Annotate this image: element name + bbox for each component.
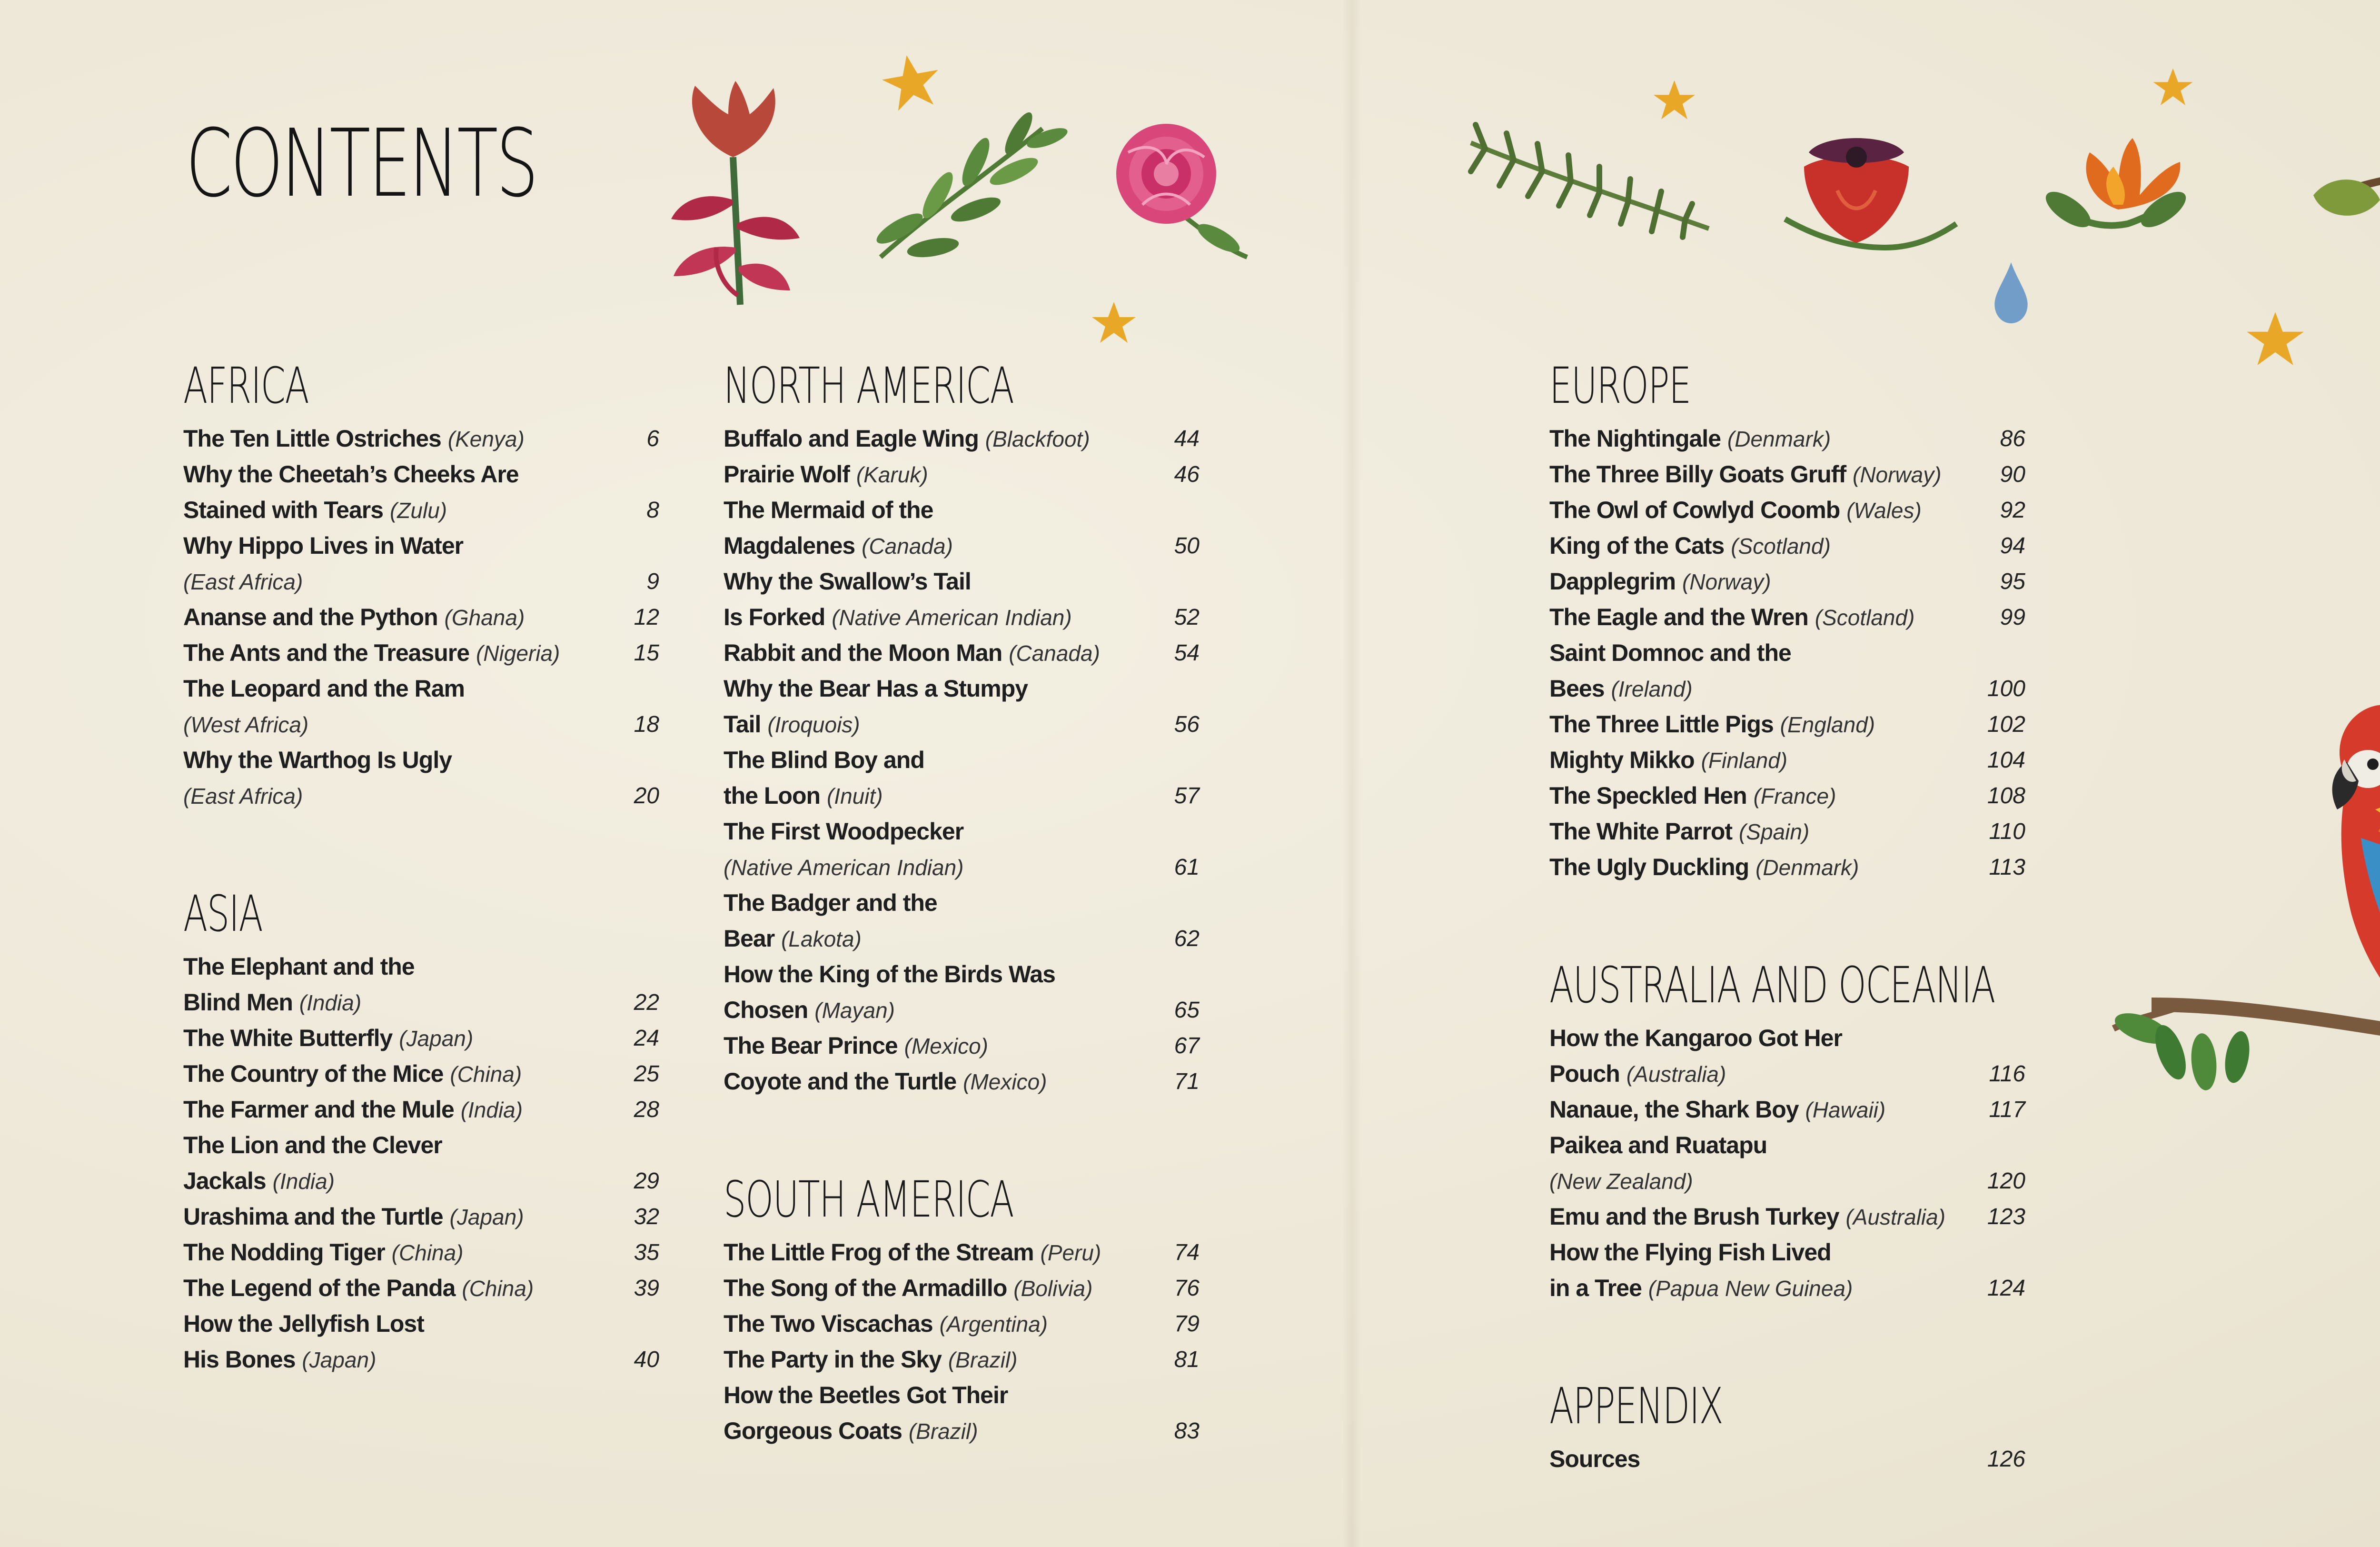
entry-page: 99 bbox=[2000, 605, 2025, 630]
entry-page: 15 bbox=[634, 640, 659, 666]
entry-page: 24 bbox=[634, 1026, 659, 1051]
toc-entry[interactable] bbox=[1549, 742, 2025, 778]
entry-page: 94 bbox=[2000, 533, 2025, 559]
entry-origin: (Native American Indian) bbox=[832, 605, 1072, 630]
entry-origin: (Spain) bbox=[1738, 819, 1810, 844]
orange-blossom-icon bbox=[2040, 138, 2192, 234]
toc-entry[interactable] bbox=[183, 1020, 659, 1056]
toc-entry[interactable] bbox=[1549, 457, 2025, 492]
toc-entry[interactable] bbox=[183, 1306, 659, 1377]
entry-title: The Badger and the bbox=[724, 889, 937, 916]
toc-entry[interactable] bbox=[1549, 1441, 2025, 1477]
entry-page: 113 bbox=[1989, 855, 2025, 880]
entry-origin: (Hawaii) bbox=[1805, 1098, 1886, 1122]
entry-page: 120 bbox=[1987, 1168, 2025, 1194]
toc-entry[interactable] bbox=[183, 635, 659, 671]
toc-entry[interactable] bbox=[724, 1342, 1200, 1377]
entry-origin: (Kenya) bbox=[447, 427, 525, 451]
entry-page: 28 bbox=[634, 1097, 659, 1122]
entry-origin: (Japan) bbox=[449, 1205, 524, 1229]
toc-entry[interactable] bbox=[724, 1306, 1200, 1342]
toc-entry[interactable] bbox=[1549, 1128, 2025, 1199]
entry-title: Saint Domnoc and the bbox=[1549, 639, 1791, 666]
entry-title: The Legend of the Panda bbox=[183, 1275, 456, 1301]
toc-entry[interactable] bbox=[724, 814, 1200, 885]
entry-page: 54 bbox=[1174, 640, 1200, 666]
entry-origin: (India) bbox=[460, 1098, 523, 1122]
entry-origin: (Mayan) bbox=[814, 998, 895, 1023]
entry-page: 61 bbox=[1174, 855, 1200, 880]
entry-origin: (East Africa) bbox=[183, 569, 303, 594]
section-europe bbox=[1549, 357, 2025, 885]
entry-title: The Elephant and the bbox=[183, 953, 415, 980]
leafy-branch-icon bbox=[873, 109, 1070, 261]
entry-title: King of the Cats bbox=[1549, 532, 1725, 559]
section-africa bbox=[183, 357, 659, 814]
entry-origin: (Brazil) bbox=[908, 1419, 978, 1444]
entry-origin: (England) bbox=[1780, 712, 1875, 737]
entry-origin: (Lakota) bbox=[781, 927, 862, 951]
entry-title: The Ants and the Treasure bbox=[183, 639, 470, 666]
entry-title: Ananse and the Python bbox=[183, 604, 438, 630]
entry-page: 83 bbox=[1174, 1418, 1200, 1444]
entry-title: Why the Swallow’s Tail bbox=[724, 568, 971, 595]
entry-page: 79 bbox=[1174, 1311, 1200, 1337]
entry-title: The Eagle and the Wren bbox=[1549, 604, 1808, 630]
entry-origin: (Blackfoot) bbox=[985, 427, 1090, 451]
toc-entry[interactable] bbox=[183, 742, 659, 814]
entry-page: 46 bbox=[1174, 462, 1200, 487]
toc-entry[interactable] bbox=[1549, 599, 2025, 635]
entry-title: The Leopard and the Ram bbox=[183, 675, 465, 702]
entry-title: Stained with Tears bbox=[183, 497, 384, 523]
entry-origin: (Japan) bbox=[302, 1347, 377, 1372]
entry-page: 76 bbox=[1174, 1276, 1200, 1301]
entry-title: Why Hippo Lives in Water bbox=[183, 532, 464, 559]
entry-origin: (Finland) bbox=[1701, 748, 1788, 773]
entry-origin: (China) bbox=[450, 1062, 522, 1087]
toc-entry[interactable] bbox=[1549, 635, 2025, 707]
entry-page: 81 bbox=[1174, 1347, 1200, 1372]
entry-title: The First Woodpecker bbox=[724, 818, 964, 845]
entry-title: How the Jellyfish Lost bbox=[183, 1310, 424, 1337]
entry-title: How the Beetles Got Their bbox=[724, 1382, 1008, 1408]
entry-title: the Loon bbox=[724, 782, 821, 809]
entry-origin: (New Zealand) bbox=[1549, 1169, 1693, 1194]
entry-page: 92 bbox=[2000, 498, 2025, 523]
toc-entry[interactable] bbox=[724, 457, 1200, 492]
entry-title: The Three Billy Goats Gruff bbox=[1549, 461, 1846, 488]
entry-title: How the King of the Birds Was bbox=[724, 961, 1055, 988]
entry-title: How the Flying Fish Lived bbox=[1549, 1239, 1831, 1266]
entry-title: Sources bbox=[1549, 1446, 1640, 1472]
entry-origin: (Iroquois) bbox=[767, 712, 860, 737]
entry-origin: (Norway) bbox=[1682, 569, 1771, 594]
entry-origin: (Ghana) bbox=[444, 605, 525, 630]
entry-page: 6 bbox=[646, 426, 659, 451]
entry-page: 50 bbox=[1174, 533, 1200, 559]
toc-entry[interactable] bbox=[183, 421, 659, 457]
entry-origin: (Native American Indian) bbox=[724, 855, 964, 880]
entry-page: 29 bbox=[634, 1168, 659, 1194]
entry-title: Dapplegrim bbox=[1549, 568, 1676, 595]
entry-page: 62 bbox=[1174, 926, 1200, 951]
entry-page: 74 bbox=[1174, 1240, 1200, 1265]
star-icon bbox=[2153, 69, 2193, 105]
entry-origin: (Japan) bbox=[399, 1026, 474, 1051]
entry-title: The Ten Little Ostriches bbox=[183, 425, 441, 452]
toc-entry[interactable] bbox=[724, 885, 1200, 957]
toc-entry[interactable] bbox=[183, 1056, 659, 1092]
star-icon bbox=[879, 50, 944, 113]
section-north-america bbox=[724, 357, 1200, 1099]
entry-title: The Song of the Armadillo bbox=[724, 1275, 1007, 1301]
toc-entry[interactable] bbox=[724, 1064, 1200, 1099]
entry-title: Tail bbox=[724, 711, 761, 738]
toc-entry[interactable] bbox=[1549, 849, 2025, 885]
entry-title: Prairie Wolf bbox=[724, 461, 850, 488]
entry-page: 32 bbox=[634, 1204, 659, 1229]
toc-entry[interactable] bbox=[724, 492, 1200, 564]
entry-page: 67 bbox=[1174, 1033, 1200, 1058]
entry-page: 20 bbox=[634, 783, 659, 808]
entry-origin: (Inuit) bbox=[826, 784, 883, 808]
entry-title: The Lion and the Clever bbox=[183, 1132, 442, 1158]
entry-origin: (Canada) bbox=[1009, 641, 1100, 666]
section-heading: APPENDIX bbox=[1549, 1377, 1723, 1435]
entry-page: 126 bbox=[1987, 1447, 2025, 1472]
toc-entry[interactable] bbox=[1549, 1235, 2025, 1306]
entry-page: 12 bbox=[634, 605, 659, 630]
entry-page: 104 bbox=[1987, 748, 2025, 773]
section-heading: ASIA bbox=[183, 885, 263, 943]
entry-title: The Two Viscachas bbox=[724, 1310, 933, 1337]
entry-title: Coyote and the Turtle bbox=[724, 1068, 957, 1095]
toc-entry[interactable] bbox=[724, 1270, 1200, 1306]
page-title: CONTENTS bbox=[186, 110, 537, 218]
toc-entry[interactable] bbox=[724, 742, 1200, 814]
toc-column-2 bbox=[724, 357, 1200, 1449]
entry-title: The Nodding Tiger bbox=[183, 1239, 385, 1266]
entry-title: Blind Men bbox=[183, 989, 293, 1016]
toc-entry[interactable] bbox=[1549, 1092, 2025, 1128]
pink-rose-icon bbox=[1116, 124, 1247, 258]
toc-column-1 bbox=[183, 357, 659, 1377]
entry-title: His Bones bbox=[183, 1346, 296, 1373]
entry-title: The Little Frog of the Stream bbox=[724, 1239, 1034, 1266]
entry-title: Why the Cheetah’s Cheeks Are bbox=[183, 461, 519, 488]
entry-title: The Mermaid of the bbox=[724, 497, 933, 523]
toc-entry[interactable] bbox=[183, 599, 659, 635]
section-australia-oceania bbox=[1549, 957, 2025, 1306]
macaw-parrot-icon bbox=[2111, 705, 2380, 1381]
toc-entry[interactable] bbox=[724, 1235, 1200, 1270]
entry-page: 117 bbox=[1989, 1097, 2025, 1122]
entry-origin: (Australia) bbox=[1626, 1062, 1726, 1087]
toc-entry[interactable] bbox=[1549, 528, 2025, 564]
entry-origin: (China) bbox=[462, 1276, 534, 1301]
section-asia bbox=[183, 885, 659, 1377]
entry-title: Rabbit and the Moon Man bbox=[724, 639, 1002, 666]
star-icon bbox=[2247, 312, 2304, 365]
section-heading: AUSTRALIA AND OCEANIA bbox=[1549, 956, 1995, 1014]
entry-origin: (Mexico) bbox=[963, 1069, 1047, 1094]
section-south-america bbox=[724, 1171, 1200, 1449]
entry-title: Bees bbox=[1549, 675, 1605, 702]
entry-origin: (Norway) bbox=[1853, 462, 1942, 487]
toc-entry[interactable] bbox=[1549, 707, 2025, 742]
entry-origin: (Ireland) bbox=[1611, 677, 1693, 701]
entry-origin: (Australia) bbox=[1845, 1205, 1946, 1229]
toc-entry[interactable] bbox=[183, 1128, 659, 1199]
entry-page: 86 bbox=[2000, 426, 2025, 451]
entry-title: The Owl of Cowlyd Coomb bbox=[1549, 497, 1840, 523]
entry-origin: (Peru) bbox=[1040, 1240, 1101, 1265]
entry-title: How the Kangaroo Got Her bbox=[1549, 1025, 1842, 1051]
entry-page: 44 bbox=[1174, 426, 1200, 451]
entry-title: The Party in the Sky bbox=[724, 1346, 942, 1373]
entry-origin: (India) bbox=[272, 1169, 335, 1194]
entry-title: Why the Warthog Is Ugly bbox=[183, 747, 452, 773]
section-heading: AFRICA bbox=[183, 357, 309, 415]
entry-origin: (Papua New Guinea) bbox=[1648, 1276, 1853, 1301]
entry-title: Urashima and the Turtle bbox=[183, 1203, 443, 1230]
toc-entry[interactable] bbox=[724, 421, 1200, 457]
entry-origin: (Zulu) bbox=[389, 498, 447, 523]
toc-entry[interactable] bbox=[183, 528, 659, 599]
section-heading: EUROPE bbox=[1549, 357, 1691, 415]
toc-entry[interactable] bbox=[724, 635, 1200, 671]
entry-title: Is Forked bbox=[724, 604, 825, 630]
entry-origin: (Wales) bbox=[1846, 498, 1922, 523]
entry-page: 123 bbox=[1987, 1204, 2025, 1229]
entry-origin: (Denmark) bbox=[1755, 855, 1859, 880]
entry-page: 110 bbox=[1989, 819, 2025, 844]
star-icon bbox=[1654, 80, 1695, 120]
toc-entry[interactable] bbox=[1549, 421, 2025, 457]
entry-title: Mighty Mikko bbox=[1549, 747, 1695, 773]
entry-origin: (China) bbox=[391, 1240, 464, 1265]
toc-entry[interactable] bbox=[1549, 814, 2025, 849]
entry-title: Chosen bbox=[724, 997, 808, 1023]
entry-page: 22 bbox=[634, 990, 659, 1015]
toc-column-3 bbox=[1549, 357, 2025, 1477]
entry-page: 57 bbox=[1174, 783, 1200, 808]
entry-origin: (East Africa) bbox=[183, 784, 303, 808]
toc-entry[interactable] bbox=[1549, 1020, 2025, 1092]
entry-page: 52 bbox=[1174, 605, 1200, 630]
entry-title: Buffalo and Eagle Wing bbox=[724, 425, 979, 452]
acorn-branch-icon bbox=[2313, 162, 2380, 390]
entry-origin: (West Africa) bbox=[183, 712, 309, 737]
entry-title: The Speckled Hen bbox=[1549, 782, 1747, 809]
section-appendix bbox=[1549, 1377, 2025, 1477]
entry-origin: (Nigeria) bbox=[476, 641, 560, 666]
entry-title: Why the Bear Has a Stumpy bbox=[724, 675, 1028, 702]
entry-origin: (Denmark) bbox=[1727, 427, 1831, 451]
section-heading: NORTH AMERICA bbox=[724, 357, 1014, 415]
entry-title: The Farmer and the Mule bbox=[183, 1096, 454, 1123]
toc-entry[interactable] bbox=[724, 1028, 1200, 1064]
entry-origin: (France) bbox=[1753, 784, 1836, 808]
toc-entry[interactable] bbox=[183, 671, 659, 742]
entry-title: Paikea and Ruatapu bbox=[1549, 1132, 1767, 1158]
entry-page: 8 bbox=[646, 498, 659, 523]
entry-origin: (Scotland) bbox=[1815, 605, 1915, 630]
entry-title: The Blind Boy and bbox=[724, 747, 924, 773]
toc-entry[interactable] bbox=[1549, 778, 2025, 814]
toc-entry[interactable] bbox=[724, 957, 1200, 1028]
toc-entry[interactable] bbox=[183, 1092, 659, 1128]
entry-title: in a Tree bbox=[1549, 1275, 1642, 1301]
entry-page: 35 bbox=[634, 1240, 659, 1265]
toc-entry[interactable] bbox=[1549, 1199, 2025, 1235]
entry-origin: (Mexico) bbox=[904, 1034, 988, 1058]
toc-entry[interactable] bbox=[183, 949, 659, 1020]
entry-title: The Country of the Mice bbox=[183, 1060, 444, 1087]
entry-title: The White Parrot bbox=[1549, 818, 1733, 845]
toc-entry[interactable] bbox=[183, 1270, 659, 1306]
toc-entry[interactable] bbox=[724, 671, 1200, 742]
entry-title: Emu and the Brush Turkey bbox=[1549, 1203, 1839, 1230]
water-drop-icon bbox=[1994, 262, 2027, 323]
entry-page: 116 bbox=[1989, 1061, 2025, 1087]
entry-origin: (Karuk) bbox=[856, 462, 928, 487]
entry-title: Jackals bbox=[183, 1168, 266, 1194]
entry-origin: (Canada) bbox=[862, 534, 953, 559]
toc-entry[interactable] bbox=[183, 1199, 659, 1235]
entry-page: 65 bbox=[1174, 998, 1200, 1023]
entry-title: Gorgeous Coats bbox=[724, 1417, 902, 1444]
entry-title: The Nightingale bbox=[1549, 425, 1721, 452]
entry-title: Magdalenes bbox=[724, 532, 855, 559]
entry-title: The Bear Prince bbox=[724, 1032, 898, 1059]
entry-page: 95 bbox=[2000, 569, 2025, 594]
entry-origin: (Scotland) bbox=[1731, 534, 1831, 559]
entry-page: 71 bbox=[1174, 1069, 1200, 1094]
entry-page: 25 bbox=[634, 1061, 659, 1087]
entry-title: The White Butterfly bbox=[183, 1025, 393, 1051]
entry-title: The Ugly Duckling bbox=[1549, 854, 1749, 880]
toc-entry[interactable] bbox=[1549, 492, 2025, 528]
toc-entry[interactable] bbox=[724, 1377, 1200, 1449]
entry-origin: (Argentina) bbox=[939, 1312, 1048, 1337]
tulip-icon bbox=[671, 81, 800, 305]
entry-page: 40 bbox=[634, 1347, 659, 1372]
entry-title: Bear bbox=[724, 925, 775, 952]
entry-origin: (India) bbox=[299, 990, 362, 1015]
entry-title: Pouch bbox=[1549, 1060, 1620, 1087]
entry-page: 39 bbox=[634, 1276, 659, 1301]
entry-title: Nanaue, the Shark Boy bbox=[1549, 1096, 1799, 1123]
poppy-icon bbox=[1785, 138, 1956, 248]
section-heading: SOUTH AMERICA bbox=[724, 1170, 1014, 1228]
star-icon bbox=[1092, 302, 1136, 343]
entry-page: 100 bbox=[1987, 676, 2025, 701]
entry-origin: (Bolivia) bbox=[1013, 1276, 1093, 1301]
entry-page: 56 bbox=[1174, 712, 1200, 737]
toc-entry[interactable] bbox=[183, 1235, 659, 1270]
toc-entry[interactable] bbox=[1549, 564, 2025, 599]
entry-page: 18 bbox=[634, 712, 659, 737]
toc-entry[interactable] bbox=[724, 564, 1200, 635]
toc-entry[interactable] bbox=[183, 457, 659, 528]
fern-frond-icon bbox=[1471, 125, 1709, 237]
entry-page: 102 bbox=[1987, 712, 2025, 737]
entry-title: The Three Little Pigs bbox=[1549, 711, 1774, 738]
entry-page: 108 bbox=[1987, 783, 2025, 808]
entry-page: 124 bbox=[1987, 1276, 2025, 1301]
entry-page: 9 bbox=[646, 569, 659, 594]
entry-origin: (Brazil) bbox=[948, 1347, 1018, 1372]
entry-page: 90 bbox=[2000, 462, 2025, 487]
